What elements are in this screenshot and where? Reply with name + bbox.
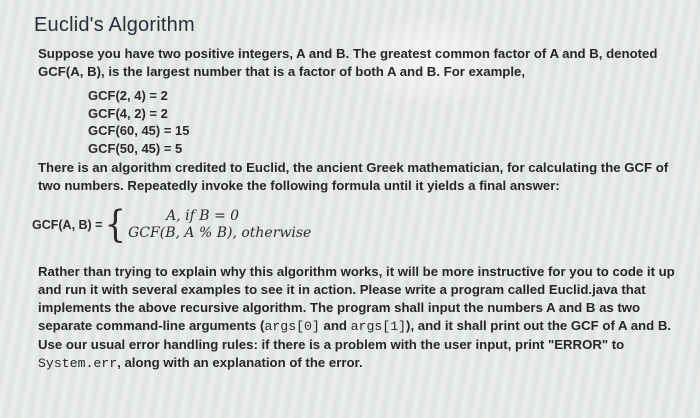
instructions-text: that implements the above recursive algorithm. The program shall input the numbers A and B as two separate command-line arguments ( [38, 282, 646, 333]
instructions-text: , along with an explanation of the error. [117, 355, 363, 370]
gcf-example: GCF(50, 45) = 5 [88, 140, 183, 156]
formula-case-recursive: GCF(B, A % B), otherwise [128, 225, 312, 241]
instructions-text: ), and it shall print out the GCF of A and B. Use our usual error handling rules: if there is a problem with the user input, print "ERROR" to [38, 318, 672, 352]
instructions-text: Rather than trying to explain why this algorithm works, it will be more instructive for you to code it up and run it with several examples to see it in action. Please write a program called [38, 264, 675, 297]
formula-case-base: A, if B = 0 [166, 208, 240, 224]
gcf-example: GCF(4, 2) = 2 [88, 105, 168, 121]
code-system-err: System.err [38, 356, 118, 371]
formula-lhs: GCF(A, B) = [32, 218, 103, 232]
algorithm-paragraph: There is an algorithm credited to Euclid, the ancient Greek mathematician, for calculating the GCF of two numbers. Repeatedly invoke the following formula until it yields a final answer: [38, 160, 669, 193]
document-title: Euclid's Algorithm [34, 14, 195, 36]
program-name: Euclid.java [548, 282, 618, 297]
code-args-0: args[0] [264, 319, 320, 334]
gcf-example: GCF(2, 4) = 2 [88, 88, 168, 103]
instructions-text: and [319, 318, 351, 333]
formula-cases [128, 208, 311, 242]
formula-brace: { [104, 203, 127, 247]
intro-paragraph: Suppose you have two positive integers, A and B. The greatest common factor of A and B, denoted GCF(A, B), is the largest number that is a factor of both A and B. For example, [38, 46, 658, 79]
gcf-example: GCF(60, 45) = 15 [88, 123, 190, 138]
code-args-1: args[1] [350, 319, 407, 334]
gcf-examples-list [88, 87, 680, 157]
instructions-paragraph [38, 263, 680, 373]
gcf-formula [32, 205, 680, 245]
